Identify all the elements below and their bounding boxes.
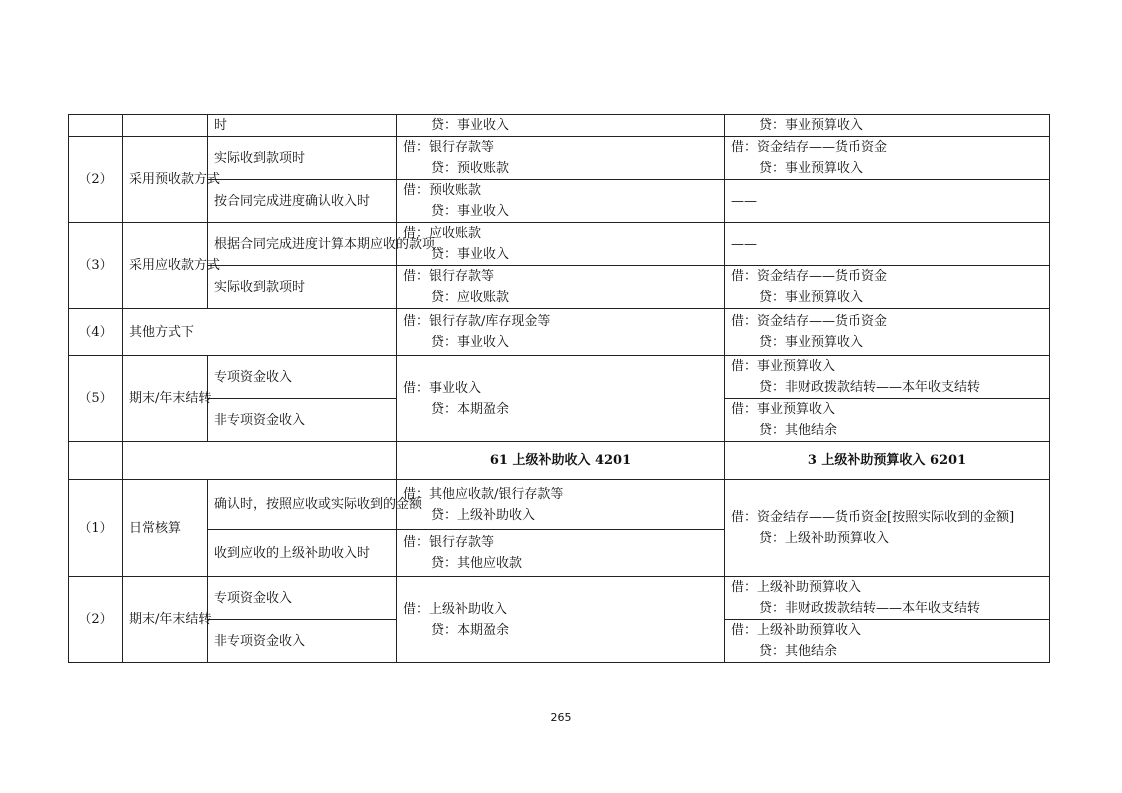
financial-entry-cell: 借：银行存款等 贷：预收账款 xyxy=(397,137,725,180)
financial-entry-cell: 借：银行存款/库存现金等 贷：事业收入 xyxy=(397,309,725,356)
num-cell: （2） xyxy=(69,137,123,223)
financial-entry-cell: 借：上级补助收入 贷：本期盈余 xyxy=(397,577,725,663)
event-cell: 收到应收的上级补助收入时 xyxy=(208,530,397,577)
num-cell: （4） xyxy=(69,309,123,356)
financial-entry-cell: 借：其他应收款/银行存款等 贷：上级补助收入 xyxy=(397,480,725,530)
financial-entry-cell: 借：银行存款等 贷：其他应收款 xyxy=(397,530,725,577)
num-cell: （2） xyxy=(69,577,123,663)
page-number: 265 xyxy=(550,711,572,724)
event-cell: 实际收到款项时 xyxy=(208,266,397,309)
budget-entry-cell: 借：资金结存——货币资金[按照实际收到的金额] 贷：上级补助预算收入 xyxy=(725,480,1050,577)
section-header-row xyxy=(69,442,1050,480)
event-cell: 专项资金收入 xyxy=(208,577,397,620)
num-cell: （3） xyxy=(69,223,123,309)
event-cell: 按合同完成进度确认收入时 xyxy=(208,180,397,223)
num-cell: （5） xyxy=(69,356,123,442)
budget-entry-cell: —— xyxy=(725,223,1050,266)
table-row xyxy=(69,115,1050,137)
budget-entry-cell: —— xyxy=(725,180,1050,223)
method-cell: 其他方式下 xyxy=(123,309,397,356)
event-cell: 非专项资金收入 xyxy=(208,399,397,442)
budget-entry-cell: 借：上级补助预算收入 贷：其他结余 xyxy=(725,620,1050,663)
table-row xyxy=(69,309,1050,356)
budget-entry-cell: 借：事业预算收入 贷：其他结余 xyxy=(725,399,1050,442)
event-cell: 实际收到款项时 xyxy=(208,137,397,180)
table-row xyxy=(69,577,1050,620)
method-cell xyxy=(123,442,397,480)
num-cell: （1） xyxy=(69,480,123,577)
method-cell: 采用应收款方式 xyxy=(123,223,208,309)
method-cell: 日常核算 xyxy=(123,480,208,577)
table-row xyxy=(69,223,1050,266)
event-cell: 专项资金收入 xyxy=(208,356,397,399)
event-cell: 确认时，按照应收或实际收到的金额 xyxy=(208,480,397,530)
event-cell: 根据合同完成进度计算本期应收的款项 xyxy=(208,223,397,266)
accounting-table xyxy=(68,114,1050,663)
num-cell xyxy=(69,115,123,137)
table-row xyxy=(69,356,1050,399)
event-cell: 时 xyxy=(208,115,397,137)
budget-entry-cell: 借：上级补助预算收入 贷：非财政拨款结转——本年收支结转 xyxy=(725,577,1050,620)
financial-entry-cell: 贷：事业收入 xyxy=(397,115,725,137)
num-cell xyxy=(69,442,123,480)
method-cell: 期末/年末结转 xyxy=(123,577,208,663)
table-row xyxy=(69,480,1050,530)
budget-entry-cell: 借：资金结存——货币资金 贷：事业预算收入 xyxy=(725,137,1050,180)
table-row xyxy=(69,137,1050,180)
financial-entry-cell: 借：事业收入 贷：本期盈余 xyxy=(397,356,725,442)
budget-account-heading: 3 上级补助预算收入 6201 xyxy=(725,442,1050,480)
budget-entry-cell: 借：资金结存——货币资金 贷：事业预算收入 xyxy=(725,309,1050,356)
method-cell xyxy=(123,115,208,137)
budget-entry-cell: 借：事业预算收入 贷：非财政拨款结转——本年收支结转 xyxy=(725,356,1050,399)
budget-entry-cell: 贷：事业预算收入 xyxy=(725,115,1050,137)
method-cell: 采用预收款方式 xyxy=(123,137,208,223)
financial-entry-cell: 借：预收账款 贷：事业收入 xyxy=(397,180,725,223)
financial-account-heading: 61 上级补助收入 4201 xyxy=(397,442,725,480)
method-cell: 期末/年末结转 xyxy=(123,356,208,442)
financial-entry-cell: 借：应收账款 贷：事业收入 xyxy=(397,223,725,266)
financial-entry-cell: 借：银行存款等 贷：应收账款 xyxy=(397,266,725,309)
budget-entry-cell: 借：资金结存——货币资金 贷：事业预算收入 xyxy=(725,266,1050,309)
event-cell: 非专项资金收入 xyxy=(208,620,397,663)
